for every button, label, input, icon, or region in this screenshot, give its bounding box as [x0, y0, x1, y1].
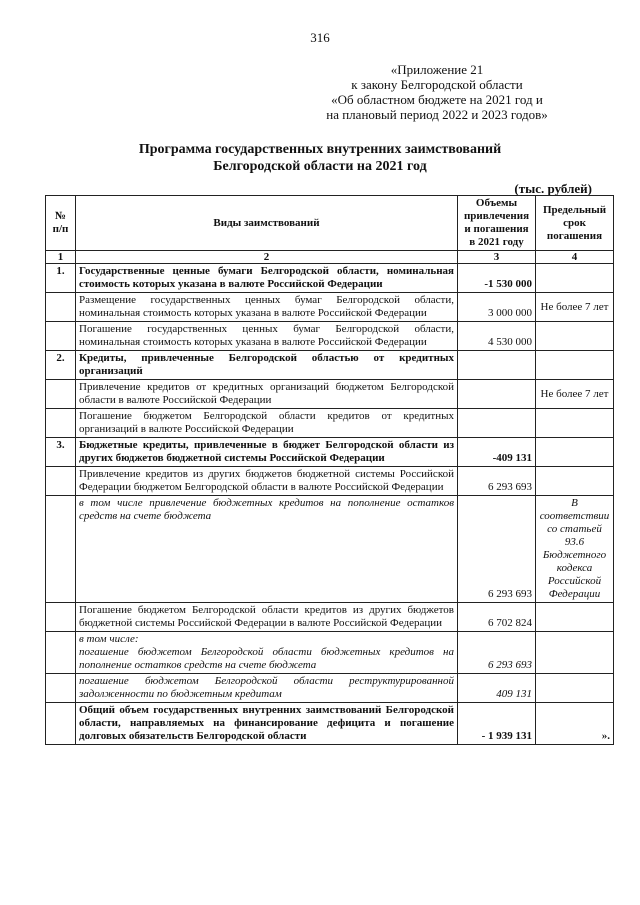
row-amount: -1 530 000 [458, 264, 536, 293]
page-number: 316 [310, 30, 330, 45]
row-amount: 409 131 [458, 674, 536, 703]
row-number: 3. [46, 438, 76, 467]
table-row-total [46, 703, 614, 745]
row-amount: -409 131 [458, 438, 536, 467]
header-term: Предельный срок погашения [536, 196, 614, 251]
title-line-2: Белгородской области на 2021 год [213, 159, 427, 174]
row-description: Погашение бюджетом Белгородской области кредитов из других бюджетов бюджетной системы Российской Федерации в валюте Российской Федерации [76, 603, 458, 632]
row-number: 1. [46, 264, 76, 293]
row-amount: 6 293 693 [458, 467, 536, 496]
row-amount [458, 380, 536, 409]
row-term [536, 632, 614, 674]
row-description: Погашение бюджетом Белгородской области кредитов от кредитных организаций в валюте Российской Федерации [76, 409, 458, 438]
row-term: В соответствии со статьей 93.6 Бюджетного кодекса Российской Федерации [536, 496, 614, 603]
appendix-line-2: к закону Белгородской области [351, 77, 523, 92]
row-number [46, 603, 76, 632]
row-description: в том числе привлечение бюджетных кредитов на пополнение остатков средств на счете бюджета [76, 496, 458, 603]
row-description: Размещение государственных ценных бумаг Белгородской области, номинальная стоимость которых указана в валюте Российской Федерации [76, 293, 458, 322]
table-row [46, 603, 614, 632]
row-term [536, 467, 614, 496]
row-term: Не более 7 лет [536, 380, 614, 409]
appendix-header [302, 62, 572, 122]
table-row [46, 351, 614, 380]
row-number [46, 674, 76, 703]
row-number [46, 496, 76, 603]
table-header-row [46, 196, 614, 251]
row-number [46, 632, 76, 674]
row-term [536, 409, 614, 438]
appendix-line-4: на плановый период 2022 и 2023 годов» [326, 107, 548, 122]
column-number: 1 [46, 251, 76, 264]
document-title [100, 141, 540, 175]
row-term [536, 674, 614, 703]
row-description: Привлечение кредитов от кредитных организаций бюджетом Белгородской области в валюте Российской Федерации [76, 380, 458, 409]
table-row [46, 264, 614, 293]
row-description: погашение бюджетом Белгородской области реструктурированной задолженности по бюджетным кредитам [76, 674, 458, 703]
row-description: Погашение государственных ценных бумаг Белгородской области, номинальная стоимость которых указана в валюте Российской Федерации [76, 322, 458, 351]
units-label: (тыс. рублей) [514, 181, 592, 196]
row-number: 2. [46, 351, 76, 380]
row-amount: 3 000 000 [458, 293, 536, 322]
header-volume: Объемы привлечения и погашения в 2021 году [458, 196, 536, 251]
row-amount: 6 293 693 [458, 496, 536, 603]
row-amount [458, 351, 536, 380]
header-num: № п/п [46, 196, 76, 251]
row-number [46, 409, 76, 438]
row-description: Привлечение кредитов из других бюджетов бюджетной системы Российской Федерации бюджетом Белгородской области в валюте Российской Федерации [76, 467, 458, 496]
table-row [46, 438, 614, 467]
table-row [46, 409, 614, 438]
row-term: Не более 7 лет [536, 293, 614, 322]
row-term [536, 351, 614, 380]
row-description-intro: в том числе: [79, 633, 139, 645]
header-kind: Виды заимствований [76, 196, 458, 251]
table-row [46, 496, 614, 603]
row-description-detail: погашение бюджетом Белгородской области бюджетных кредитов на пополнение остатков средств на счете бюджета [79, 646, 454, 671]
column-number: 3 [458, 251, 536, 264]
column-number: 4 [536, 251, 614, 264]
row-number [46, 293, 76, 322]
table-row [46, 380, 614, 409]
row-term [536, 603, 614, 632]
row-number [46, 703, 76, 745]
row-term: ». [536, 703, 614, 745]
row-description [76, 632, 458, 674]
row-number [46, 380, 76, 409]
row-amount: - 1 939 131 [458, 703, 536, 745]
borrowing-table [45, 195, 614, 745]
title-line-1: Программа государственных внутренних заимствований [138, 142, 502, 157]
row-description: Бюджетные кредиты, привлеченные в бюджет Белгородской области из других бюджетов бюджетной системы Российской Федерации [76, 438, 458, 467]
row-term [536, 438, 614, 467]
row-term [536, 264, 614, 293]
appendix-line-3: «Об областном бюджете на 2021 год и [331, 92, 543, 107]
table-row [46, 632, 614, 674]
row-amount [458, 409, 536, 438]
table-row [46, 674, 614, 703]
row-description: Кредиты, привлеченные Белгородской областью от кредитных организаций [76, 351, 458, 380]
row-description: Государственные ценные бумаги Белгородской области, номинальная стоимость которых указана в валюте Российской Федерации [76, 264, 458, 293]
column-numbers-row [46, 251, 614, 264]
table-row [46, 467, 614, 496]
row-number [46, 322, 76, 351]
table-row [46, 293, 614, 322]
row-amount: 6 702 824 [458, 603, 536, 632]
appendix-line-1: «Приложение 21 [390, 62, 484, 77]
row-amount: 6 293 693 [458, 632, 536, 674]
table-row [46, 322, 614, 351]
column-number: 2 [76, 251, 458, 264]
row-number [46, 467, 76, 496]
row-term [536, 322, 614, 351]
row-amount: 4 530 000 [458, 322, 536, 351]
row-description: Общий объем государственных внутренних заимствований Белгородской области, направляемых на финансирование дефицита и погашение долговых обязательств Белгородской области [76, 703, 458, 745]
